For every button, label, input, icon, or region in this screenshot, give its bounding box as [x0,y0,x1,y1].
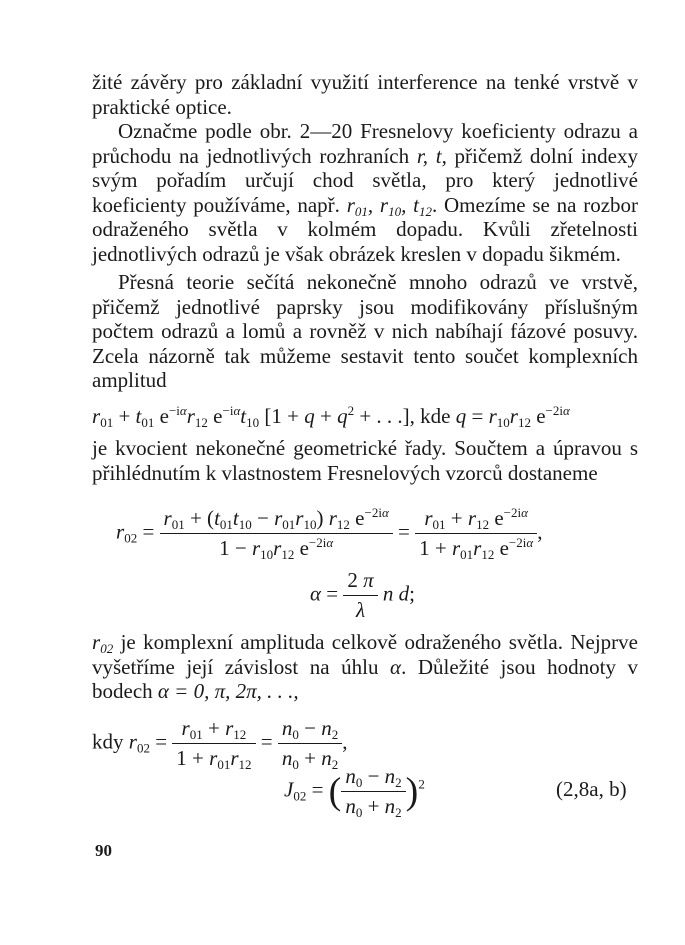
equation-r02: $r_{02}$ = $\frac{r_{01} + (t_{01}t_{10} - r_{01}r_{10}) r_{12} e^{-2i\alpha}}{1 - r_{10}r_{12} e^{-2i\alpha}}$ = $\frac{r_{01} + r_{12} e^{-2i\alpha}}{1 + r_{01}r_{12} e^{-2i\alpha}}$ , [116,505,543,562]
equation-kdy: kdy $r_{02}$ = $\frac{r_{01} + r_{12}}{1 + r_{01}r_{12}}$ = $\frac{n_0 - n_2}{n_0 + n_2}$ , [92,716,348,772]
paragraph-intro: žité závěry pro základní využití interference na tenké vrstvě v praktické optice. [92,70,638,119]
page-number: 90 [95,841,112,860]
symbols-r-t: r, t [416,143,442,168]
equation-intensity-j02: $J_{02}$ = ( $\frac{n_0 - n_2}{n_0 + n_2}$ )$^2$ [284,764,425,820]
coefficient-examples: $r_{01}$, $r_{10}$, $t_{12}$ [346,192,432,219]
paragraph-quotient: je kvocient nekonečné geometrické řady. Součtem a úpravou s přihlédnutím k vlastnostem Fresnelových vzorců dostaneme [92,436,638,485]
alpha-values: α = 0, π, 2π, . . ., [157,679,299,703]
paragraph-fresnel-coefficients: Označme podle obr. 2—20 Fresnelovy koeficienty odrazu a průchodu na jednotlivých rozhraních r, t, přičemž dolní indexy svým pořadím určují chod světla, pro který jednotlivé koeficienty používáme, např. $r_{01}$, $r_{10}$, $t_{12}$. Omezíme se na rozbor odraženého světla v kolmém dopadu. Kvůli zřetelnosti jednotlivých odrazů je však obrázek kreslen v dopadu šikmém. [92,119,639,266]
equation-amplitude-series: $r_{01} + t_{01}$ $e^{-i\alpha}r_{12}$ $e^{-i\alpha}t_{10}$ [$1 + q + q^2$ + . . .], kde $q = r_{10}r_{12}$ $e^{-2i\alpha}$ [92,403,570,430]
paragraph-exact-theory: Přesná teorie sečítá nekonečně mnoho odrazů ve vrstvě, přičemž jednotlivé paprsky jsou modifikovány příslušným počtem odrazů a lomů a rovněž v nich nabíhají fázové posuvy. Zcela názorně tak můžeme sestavit tento součet komplexních amplitud [92,270,638,392]
paragraph-complex-amplitude: $r_{02}$ je komplexní amplituda celkově odraženého světla. Nejprve vyšetříme její závislost na úhlu α. Důležité jsou hodnoty v bodech α = 0, π, 2π, . . ., [92,630,639,703]
equation-number: (2,8a, b) [556,777,627,801]
equation-alpha: α = $\frac{2 \pi}{\lambda}$ n d; [310,568,415,622]
